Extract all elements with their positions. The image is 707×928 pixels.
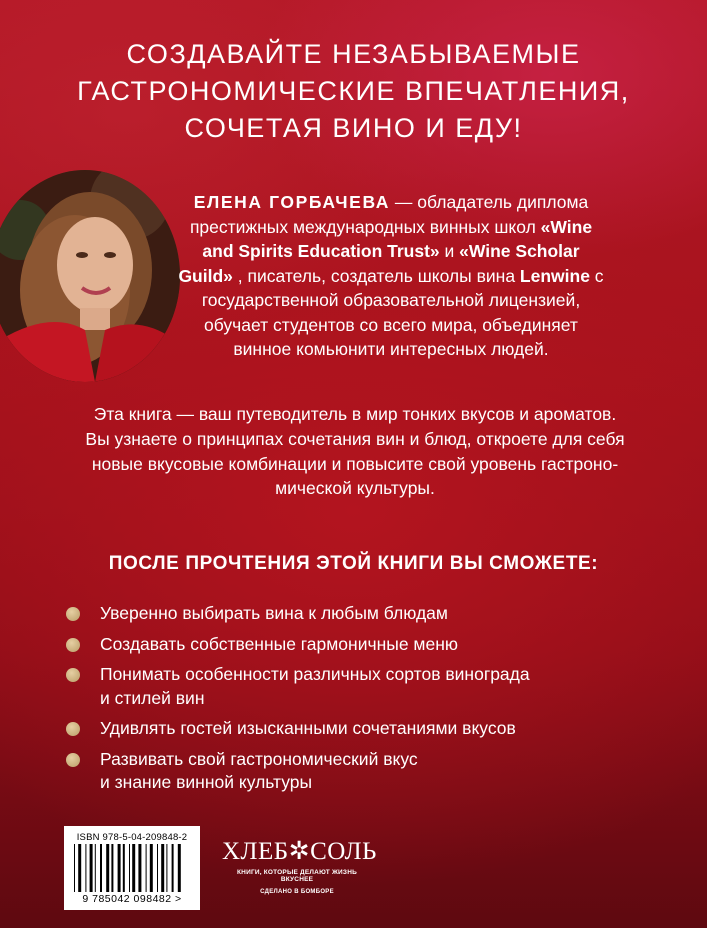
intro-line-4: мической культуры. xyxy=(275,478,435,499)
author-portrait-illustration xyxy=(0,170,180,382)
headline-line-3: СОЧЕТАЯ ВИНО И ЕДУ! xyxy=(184,113,523,143)
list-item-line-2: и стилей вин xyxy=(100,687,205,708)
publisher-name: ХЛЕБ✲СОЛЬ xyxy=(222,838,377,865)
list-item xyxy=(64,633,624,657)
bullet-dot-icon xyxy=(66,753,80,767)
benefits-heading: ПОСЛЕ ПРОЧТЕНИЯ ЭТОЙ КНИГИ ВЫ СМОЖЕТЕ: xyxy=(108,553,599,574)
school-1: «Wine and Spirits Education Trust» xyxy=(202,216,593,261)
author-photo xyxy=(0,170,180,382)
publisher-imprint: СДЕЛАНО В БОМБОРЕ xyxy=(260,889,334,895)
author-bio xyxy=(176,190,606,362)
publisher-tagline: КНИГИ, КОТОРЫЕ ДЕЛАЮТ ЖИЗНЬ ВКУСНЕЕ xyxy=(237,869,357,883)
list-item xyxy=(64,748,624,795)
list-item-line-1: Уверенно выбирать вина к любым блюдам xyxy=(100,603,448,623)
publisher-logo xyxy=(222,838,377,895)
school-brand: Lenwine xyxy=(519,265,590,286)
list-item-line-1: Понимать особенности различных сортов винограда xyxy=(100,664,530,684)
author-name: ЕЛЕНА ГОРБАЧЕВА xyxy=(193,192,391,212)
intro-line-3: новые вкусовые комбинации и повысите свой уровень гастроно- xyxy=(91,453,619,474)
barcode-number: 9 785042 098482 > xyxy=(82,893,182,905)
list-item-line-1: Создавать собственные гармоничные меню xyxy=(100,633,458,654)
barcode xyxy=(64,826,200,910)
list-item xyxy=(64,663,624,710)
headline xyxy=(20,36,687,147)
bullet-dot-icon xyxy=(66,638,80,652)
bullet-dot-icon xyxy=(66,722,80,736)
barcode-bars-icon xyxy=(74,844,190,892)
headline-line-1: СОЗДАВАЙТЕ НЕЗАБЫВАЕМЫЕ xyxy=(126,39,581,69)
list-item-line-2: и знание винной культуры xyxy=(100,772,313,792)
intro-line-1: Эта книга — ваш путеводитель в мир тонких вкусов и ароматов. xyxy=(93,404,617,424)
headline-line-2: ГАСТРОНОМИЧЕСКИЕ ВПЕЧАТЛЕНИЯ, xyxy=(77,76,630,106)
bio-text-3: , писатель, создатель школы вина xyxy=(232,265,520,286)
benefits-list xyxy=(64,602,624,802)
intro-line-2: Вы узнаете о принципах сочетания вин и блюд, откроете для себя xyxy=(85,428,625,449)
list-item-line-1: Удивлять гостей изысканными сочетаниями вкусов xyxy=(100,718,516,738)
school-2: «Wine Scholar Guild» xyxy=(178,241,580,286)
list-item xyxy=(64,602,624,626)
bullet-dot-icon xyxy=(66,668,80,682)
bullet-dot-icon xyxy=(66,607,80,621)
bio-text-2: и xyxy=(439,241,460,261)
list-item xyxy=(64,717,624,741)
list-item-line-1: Развивать свой гастрономический вкус xyxy=(100,748,418,769)
bio-text-1: — обладатель диплома престижных международных винных школ xyxy=(189,192,589,237)
bio-text-4: с государственной образовательной лицензией, обучает студентов со всего мира, объединяет винное комьюнити интересных людей. xyxy=(201,265,604,359)
intro-paragraph xyxy=(40,402,670,501)
isbn-label: ISBN 978-5-04-209848-2 xyxy=(76,832,188,843)
